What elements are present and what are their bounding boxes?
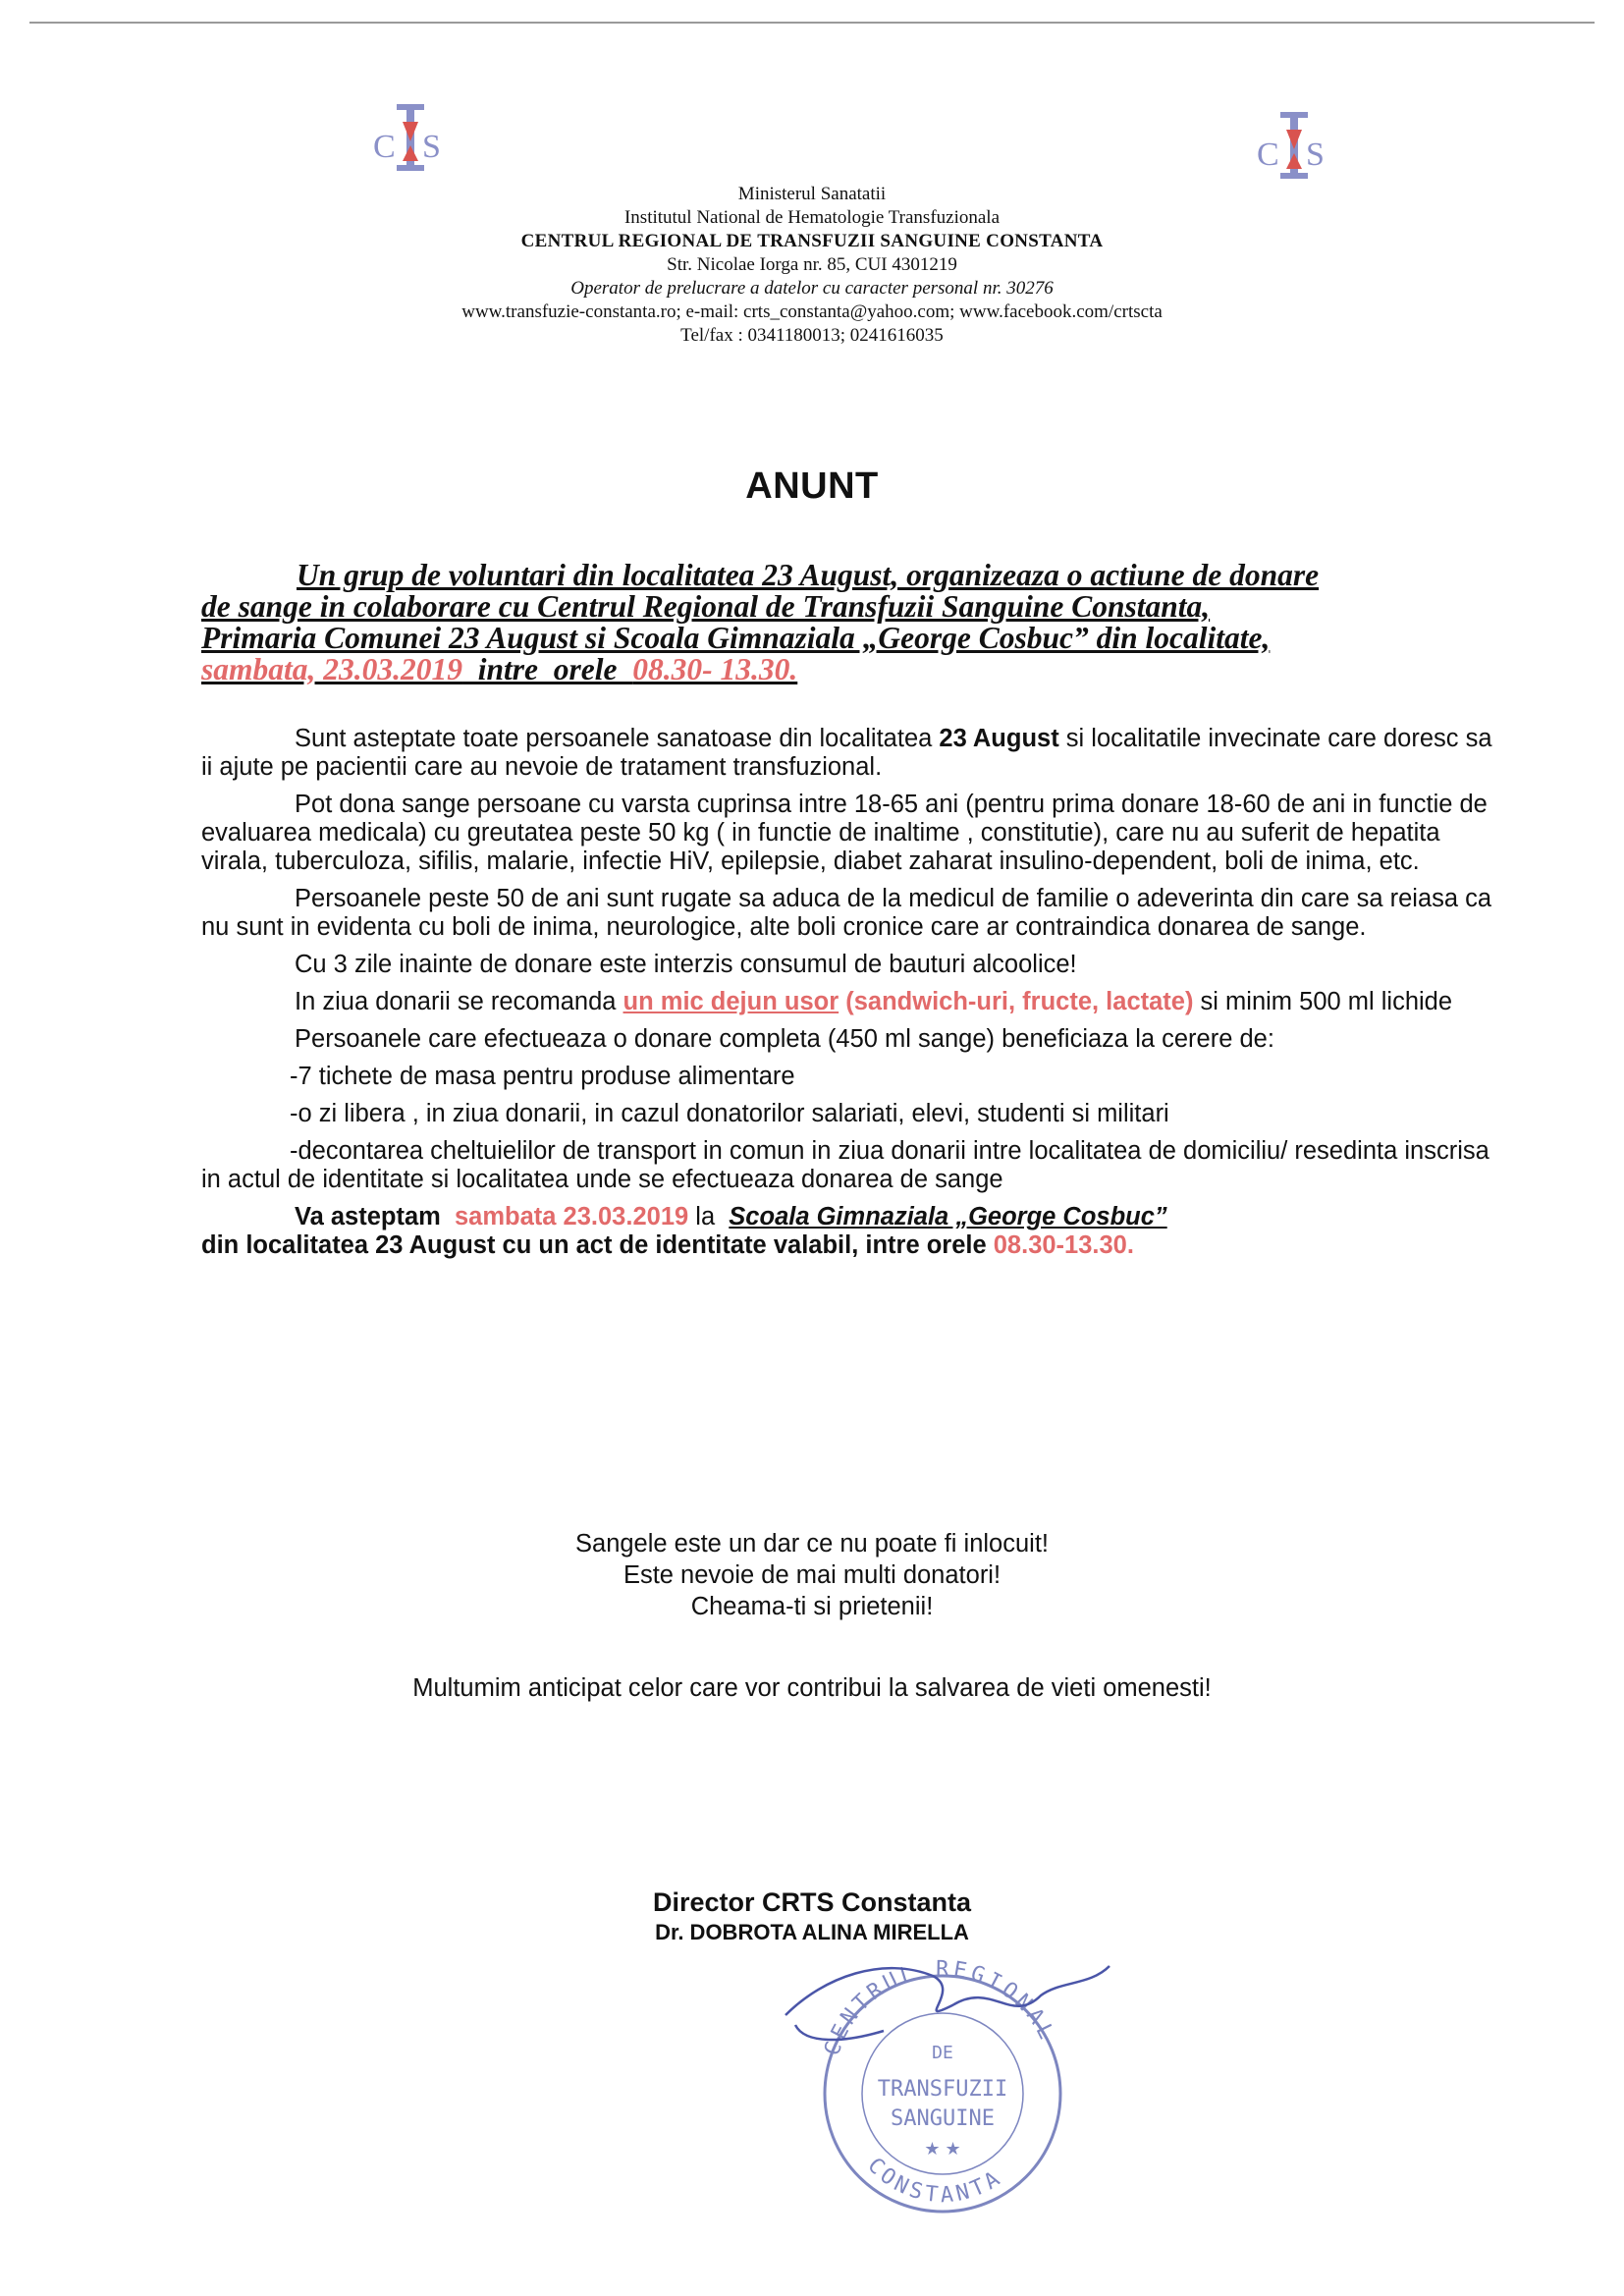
- body-text: [201, 725, 1507, 1260]
- paragraph-5: [201, 988, 1507, 1016]
- svg-text:C: C: [373, 129, 396, 165]
- svg-text:DE: DE: [932, 2043, 953, 2063]
- page-title: ANUNT: [745, 465, 879, 507]
- call-text-a: Va asteptam: [295, 1203, 455, 1230]
- address-line: Str. Nicolae Iorga nr. 85, CUI 4301219: [667, 254, 957, 275]
- closing-line-1: Sangele este un dar ce nu poate fi inlocuit!: [575, 1530, 1049, 1558]
- p1-bold: 23 August: [939, 725, 1059, 752]
- intro-line-1: Un grup de voluntari din localitatea 23 August, organizeaza o actiune de donare: [297, 558, 1320, 592]
- svg-text:CONSTANTA: CONSTANTA: [862, 2153, 1008, 2209]
- paragraph-6: Persoanele care efectueaza o donare completa (450 ml sange) beneficiaza la cerere de:: [295, 1025, 1274, 1053]
- closing-line-2: Este nevoie de mai multi donatori!: [623, 1561, 1001, 1589]
- call-to-action: [201, 1203, 1507, 1231]
- call-date: sambata 23.03.2019: [455, 1203, 689, 1230]
- intro-hours: 08.30- 13.30.: [632, 652, 798, 686]
- call-school: Scoala Gimnaziala „George Cosbuc”: [729, 1203, 1167, 1230]
- paragraph-1: [201, 725, 1507, 782]
- institute-line: Institutul National de Hematologie Transfuzionala: [623, 207, 1001, 228]
- intro-between: intre orele: [462, 652, 633, 686]
- paragraph-3: Persoanele peste 50 de ani sunt rugate sa aduca de la medicul de familie o adeverinta din care sa reiasa ca nu sunt in evidenta cu boli de inima, neurologice, alte boli cronice care ar contraindica donarea de sange.: [201, 885, 1492, 941]
- intro-line-4: [201, 654, 1497, 685]
- p5-text-d: si minim 500 ml lichide: [1193, 988, 1453, 1015]
- svg-text:SANGUINE: SANGUINE: [891, 2106, 995, 2131]
- p5-text-a: In ziua donarii se recomanda: [295, 988, 623, 1015]
- director-title: Director CRTS Constanta: [652, 1887, 972, 1917]
- thanks-line: Multumim anticipat celor care vor contribui la salvarea de vieti omenesti!: [412, 1674, 1212, 1702]
- p5-breakfast: un mic dejun usor: [623, 988, 839, 1015]
- call-hours: 08.30-13.30.: [993, 1231, 1134, 1259]
- svg-text:CENTRUL REGIONAL: CENTRUL REGIONAL: [820, 1956, 1060, 2059]
- intro-paragraph: [201, 560, 1497, 685]
- benefit-3: -decontarea cheltuielilor de transport in comun in ziua donarii intre localitatea de domiciliu/ resedinta inscrisa in actul de identitate si localitatea unde se efectueaza donarea de sange: [201, 1137, 1489, 1193]
- svg-text:★ ★: ★ ★: [924, 2139, 961, 2159]
- web-line: www.transfuzie-constanta.ro; e-mail: crts_constanta@yahoo.com; www.facebook.com/crtscta: [461, 301, 1163, 322]
- phone-line: Tel/fax : 0341180013; 0241616035: [680, 325, 944, 346]
- cts-logo-right: [1253, 110, 1335, 192]
- intro-date: sambata, 23.03.2019: [201, 652, 463, 686]
- benefit-2: -o zi libera , in ziua donarii, in cazul donatorilor salariati, elevi, studenti si militari: [290, 1100, 1169, 1127]
- cts-logo-left: [369, 102, 452, 185]
- center-name: CENTRUL REGIONAL DE TRANSFUZII SANGUINE CONSTANTA: [520, 231, 1104, 251]
- intro-line-2: de sange in colaborare cu Centrul Regional de Transfuzii Sanguine Constanta,: [201, 589, 1211, 624]
- p1-text-c: si localitatile invecinate care doresc sa ii ajute pe pacientii care au nevoie de tratament transfuzional.: [201, 725, 1492, 781]
- svg-text:S: S: [422, 129, 441, 165]
- operator-line: Operator de prelucrare a datelor cu caracter personal nr. 30276: [570, 278, 1054, 299]
- official-stamp: [766, 1937, 1119, 2231]
- svg-text:TRANSFUZII: TRANSFUZII: [877, 2077, 1008, 2102]
- closing-lines: [0, 1528, 1624, 1622]
- ministry-line: Ministerul Sanatatii: [737, 184, 887, 204]
- call-text-b: la: [688, 1203, 730, 1230]
- p5-foods: (sandwich-uri, fructe, lactate): [839, 988, 1194, 1015]
- svg-text:S: S: [1306, 137, 1325, 173]
- call-text-c: din localitatea 23 August cu un act de identitate valabil, intre orele: [201, 1231, 994, 1259]
- letterhead: [0, 183, 1624, 348]
- svg-text:C: C: [1257, 137, 1279, 173]
- paragraph-4: Cu 3 zile inainte de donare este interzis consumul de bauturi alcoolice!: [295, 951, 1077, 978]
- paragraph-2: Pot dona sange persoane cu varsta cuprinsa intre 18-65 ani (pentru prima donare 18-60 de ani in functie de evaluarea medicala) cu greutatea peste 50 kg ( in functie de inaltime , constitutie), care nu au suferit de hepatita virala, tuberculoza, sifilis, malarie, infectie HiV, epilepsie, diabet zaharat insulino-dependent, boli de inima, etc.: [201, 791, 1488, 875]
- director-name: Dr. DOBROTA ALINA MIRELLA: [655, 1920, 969, 1944]
- p1-text-a: Sunt asteptate toate persoanele sanatoase din localitatea: [295, 725, 940, 752]
- intro-line-3: Primaria Comunei 23 August si Scoala Gimnaziala „George Cosbuc” din localitate,: [201, 621, 1271, 655]
- closing-line-3: Cheama-ti si prietenii!: [690, 1593, 934, 1620]
- top-rule: [29, 22, 1595, 24]
- benefit-1: -7 tichete de masa pentru produse alimentare: [290, 1063, 795, 1090]
- call-to-action-2: [201, 1231, 1507, 1260]
